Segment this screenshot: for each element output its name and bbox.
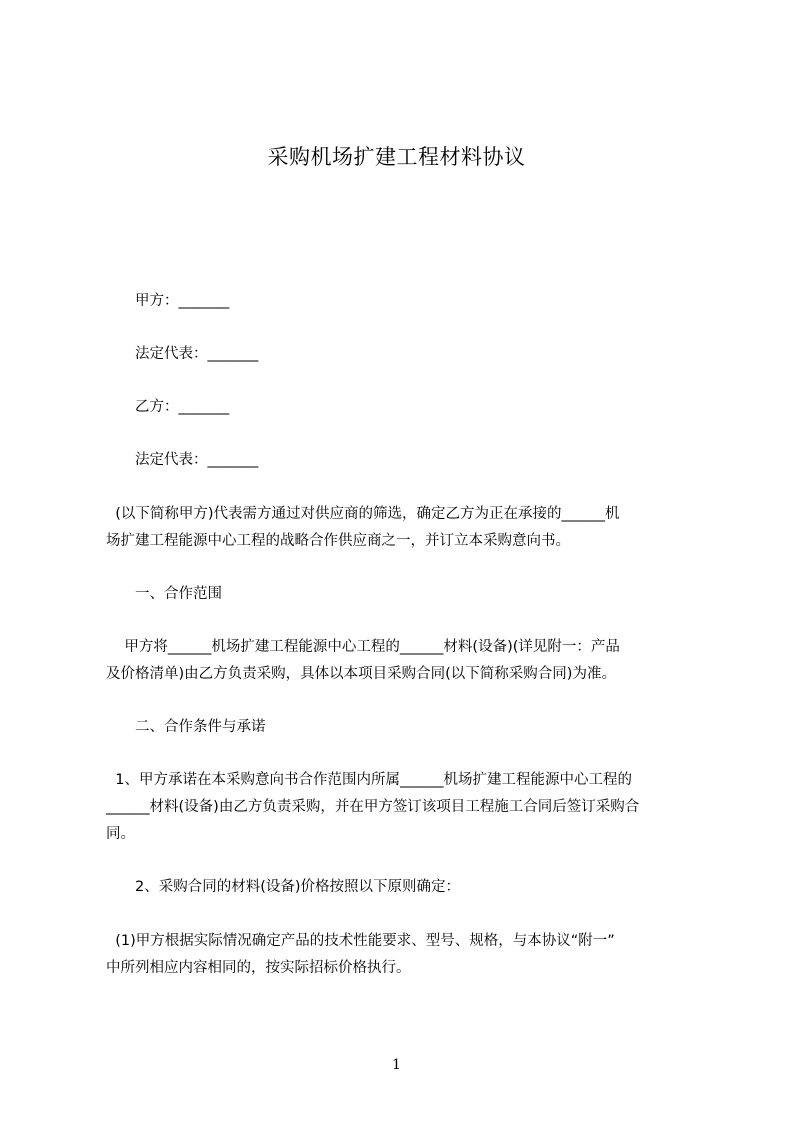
party-a-line: 甲方：_______ [135, 293, 230, 309]
party-b-representative-line: 法定代表：_______ [135, 452, 259, 468]
item-1-line-3: 同。 [106, 826, 135, 842]
item-1-line-2: ______材料(设备)由乙方负责采购，并在甲方签订该项目工程施工合同后签订采购合 [106, 799, 640, 815]
item-1-paragraph [106, 767, 706, 848]
item-2-1-line-1: (1)甲方根据实际情况确定产品的技术性能要求、型号、规格，与本协议“附一” [106, 933, 615, 949]
page-number: 1 [392, 1057, 401, 1073]
party-b-line: 乙方：_______ [135, 399, 230, 415]
section-1-line-2: 及价格清单)由乙方负责采购，具体以本项目采购合同(以下简称采购合同)为准。 [106, 666, 616, 682]
section-1-paragraph [106, 634, 706, 688]
intro-line-2: 场扩建工程能源中心工程的战略合作供应商之一，并订立本采购意向书。 [106, 533, 570, 549]
item-1-line-1: 1、甲方承诺在本采购意向书合作范围内所属______机场扩建工程能源中心工程的 [106, 772, 632, 788]
item-2-1-paragraph [106, 928, 706, 982]
party-a-representative-line: 法定代表：_______ [135, 346, 259, 362]
document-title: 采购机场扩建工程材料协议 [267, 145, 526, 169]
section-1-line-1: 甲方将______机场扩建工程能源中心工程的______材料(设备)(详见附一：产品 [106, 639, 620, 655]
section-2-heading: 二、合作条件与承诺 [135, 719, 266, 735]
item-2-line: 2、采购合同的材料(设备)价格按照以下原则确定： [135, 879, 461, 895]
section-1-heading: 一、合作范围 [135, 586, 222, 602]
item-2-1-line-2: 中所列相应内容相同的，按实际招标价格执行。 [106, 960, 411, 976]
intro-line-1: (以下简称甲方)代表需方通过对供应商的筛选，确定乙方为正在承接的______机 [106, 506, 620, 522]
intro-paragraph [106, 501, 706, 555]
